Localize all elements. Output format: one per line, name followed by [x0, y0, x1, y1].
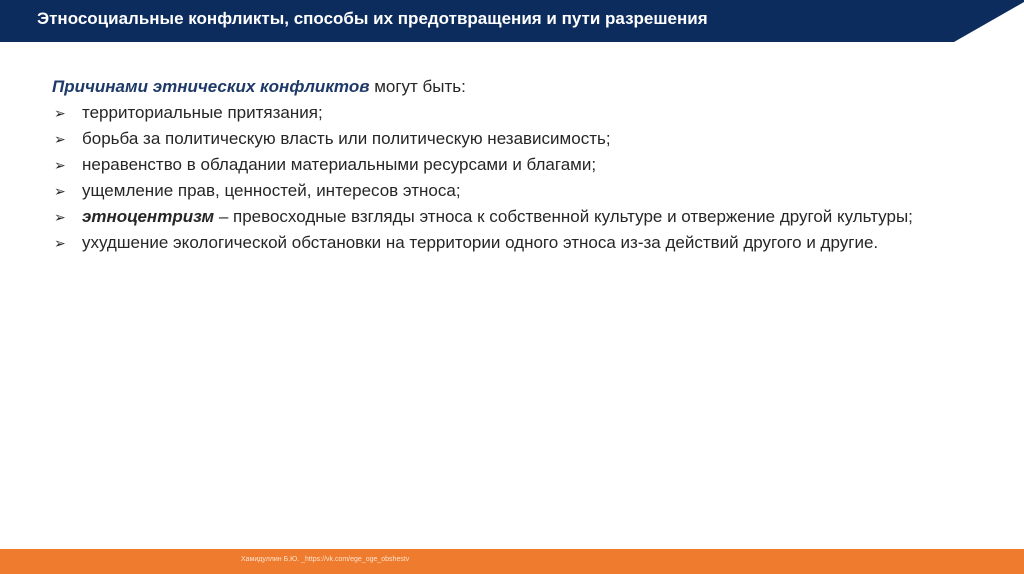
arrow-bullet-icon: ➢ [54, 105, 66, 121]
list-item [52, 152, 982, 178]
list-item-text: борьба за политическую власть или политическую независимость; [82, 129, 611, 148]
list-item-text: территориальные притязания; [82, 103, 323, 122]
list-item-text: ущемление прав, ценностей, интересов этноса; [82, 181, 461, 200]
list-item [52, 178, 982, 204]
list-item-term: этноцентризм [82, 207, 215, 226]
list-item-text: – превосходные взгляды этноса к собственной культуре и отвержение другой культуры; [214, 207, 913, 226]
intro-line [52, 74, 982, 100]
slide-title: Этносоциальные конфликты, способы их предотвращения и пути разрешения [37, 9, 708, 28]
list-item [52, 230, 982, 256]
slide-footer [0, 549, 1024, 574]
arrow-bullet-icon: ➢ [54, 157, 66, 173]
list-item [52, 204, 982, 230]
arrow-bullet-icon: ➢ [54, 183, 66, 199]
arrow-bullet-icon: ➢ [54, 131, 66, 147]
list-item-text: ухудшение экологической обстановки на территории одного этноса из-за действий другого и другие. [82, 233, 879, 252]
arrow-bullet-icon: ➢ [54, 209, 66, 225]
intro-emphasis: Причинами этнических конфликтов [52, 77, 370, 96]
causes-list [52, 100, 982, 256]
footer-credit: Хамидуллин Б.Ю. _https://vk.com/ege_oge_obshestv [241, 556, 410, 563]
list-item [52, 100, 982, 126]
list-item [52, 126, 982, 152]
arrow-bullet-icon: ➢ [54, 235, 66, 251]
slide-content [52, 74, 982, 256]
slide-header [0, 0, 1024, 42]
list-item-text: неравенство в обладании материальными ресурсами и благами; [82, 155, 597, 174]
intro-rest: могут быть: [369, 77, 466, 96]
